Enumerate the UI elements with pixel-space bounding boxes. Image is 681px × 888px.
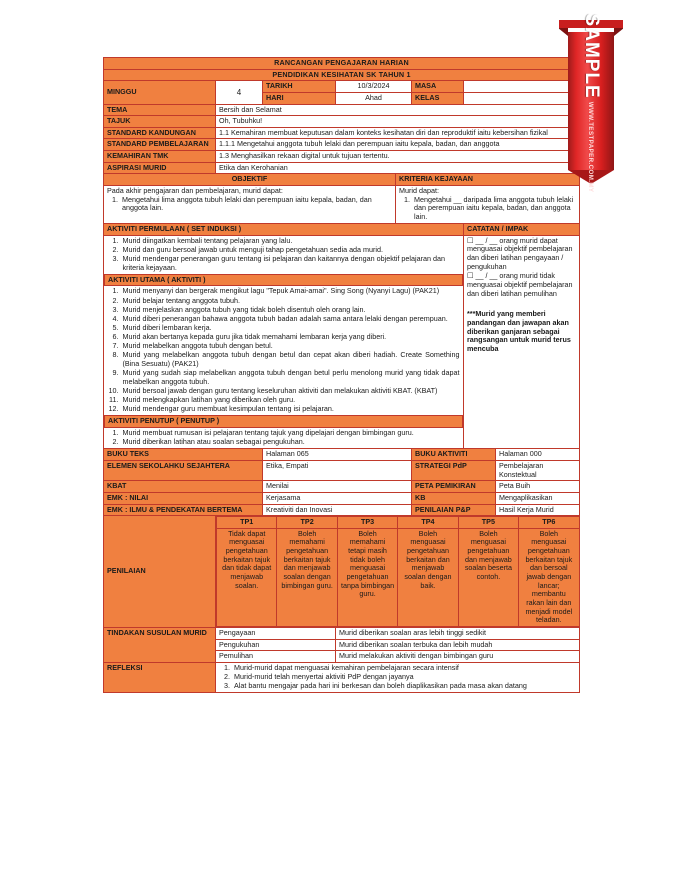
aktiviti-utama-heading-row: [105, 274, 463, 286]
hari-label: HARI: [263, 92, 336, 104]
list-item: 7. Murid melabelkan anggota tubuh dengan betul.: [121, 342, 460, 351]
kriteria-list: [399, 196, 576, 222]
row-elemen-sekolahku: [104, 460, 580, 480]
kbat-label: KBAT: [104, 481, 263, 493]
title-row-1: [104, 58, 580, 70]
title-row-2: [104, 69, 580, 81]
peta-pemikiran-label: PETA PEMIKIRAN: [412, 481, 496, 493]
list-item: 8. Murid yang melabelkan anggota tubuh dengan betul dan cepat akan diberi hadiah. Create Something (Bina Sesuatu) (PAK21): [121, 351, 460, 368]
list-item: 4. Murid diberi penerangan bahawa anggota tubuh badan adalah sama antara lelaki dengan perempuan.: [121, 315, 460, 324]
list-item: 2. Murid-murid telah menyertai aktiviti PdP dengan jayanya: [232, 673, 576, 682]
aktiviti-utama-list: [108, 287, 460, 413]
kemahiran-tmk-value[interactable]: 1.3 Menghasilkan rekaan digital untuk tujuan tertentu.: [216, 151, 580, 163]
catatan-block-2-text: __ / __ orang murid tidak menguasai objektif pembelajaran dan diberi latihan pemulihan: [467, 271, 573, 298]
list-item: 1. Mengetahui lima anggota tubuh lelaki dan perempuan iaitu kepala, badan, dan anggota lain.: [120, 196, 392, 213]
penutup-body-row: [105, 428, 463, 449]
tp1-desc: Tidak dapat menguasai pengetahuan berkaitan tajuk dan tidak dapat menjawab soalan.: [217, 528, 277, 626]
elemen-sekolahku-value[interactable]: Etika, Empati: [263, 460, 412, 480]
penilaian-levels-cell: [216, 516, 580, 628]
kbat-value[interactable]: Menilai: [263, 481, 412, 493]
tindakan-desc: Murid diberikan soalan terbuka dan lebih mudah: [336, 639, 580, 651]
emk-nilai-label: EMK : NILAI: [104, 492, 263, 504]
ribbon-text-group: [568, 13, 614, 193]
row-activities: [104, 235, 580, 449]
set-induksi-list: [108, 237, 460, 273]
tindakan-desc: Murid diberikan soalan aras lebih tinggi sedikit: [336, 627, 580, 639]
row-tema: [104, 104, 580, 116]
minggu-label: MINGGU: [104, 81, 216, 104]
emk-ilmu-label: EMK : ILMU & PENDEKATAN BERTEMA: [104, 504, 263, 516]
checkbox-icon[interactable]: ☐: [467, 235, 474, 245]
kriteria-kejayaan-cell: [396, 186, 580, 224]
masa-value[interactable]: [464, 81, 580, 93]
list-item: 3. Murid mendengar penerangan guru tentang isi pelajaran dan kaitannya dengan objektif pelajaran dan kriteria kejayaan.: [121, 255, 460, 272]
standard-pembelajaran-value[interactable]: 1.1.1 Mengetahui anggota tubuh lelaki dan perempuan iaitu kepala, badan, dan anggota: [216, 139, 580, 151]
row-emk-nilai: [104, 492, 580, 504]
tindakan-desc: Murid melakukan aktiviti dengan bimbingan guru: [336, 651, 580, 663]
list-item: 12. Murid mendengar guru membuat kesimpulan tentang isi pelajaran.: [121, 405, 460, 414]
aspirasi-murid-value[interactable]: Etika dan Kerohanian: [216, 162, 580, 174]
tindakan-name: Pemulihan: [216, 651, 336, 663]
row-tajuk: [104, 116, 580, 128]
activities-cell: [104, 235, 464, 449]
row-penilaian: [104, 516, 580, 628]
row-standard-pembelajaran: [104, 139, 580, 151]
kriteria-kejayaan-heading: KRITERIA KEJAYAAN: [396, 174, 580, 186]
tajuk-value[interactable]: Oh, Tubuhku!: [216, 116, 580, 128]
row-buku-teks: [104, 449, 580, 461]
masa-label: MASA: [412, 81, 464, 93]
catatan-impak-cell: [464, 235, 580, 449]
peta-pemikiran-value[interactable]: Peta Buih: [496, 481, 580, 493]
aktiviti-utama-cell: [105, 286, 463, 416]
aspirasi-murid-label: ASPIRASI MURID: [104, 162, 216, 174]
list-item: 1. Murid membuat rumusan isi pelajaran tentang tajuk yang dipelajari dengan bimbingan guru.: [121, 429, 460, 438]
list-item: 6. Murid akan bertanya kepada guru jika tidak memahami lembaran kerja yang diberi.: [121, 333, 460, 342]
kriteria-intro: Murid dapat:: [399, 186, 439, 196]
strategi-pdp-value[interactable]: Pembelajaran Konstektual: [496, 460, 580, 480]
tp4-code: TP4: [398, 517, 458, 529]
list-item: 2. Murid belajar tentang anggota tubuh.: [121, 297, 460, 306]
set-induksi-body-row: [105, 236, 463, 275]
tp5-code: TP5: [458, 517, 518, 529]
row-standard-kandungan: [104, 127, 580, 139]
kelas-value[interactable]: [464, 92, 580, 104]
penutup-cell: [105, 428, 463, 449]
objektif-heading: OBJEKTIF: [104, 174, 396, 186]
tema-label: TEMA: [104, 104, 216, 116]
watermark-url: WWW.TESTPAPER.COM.MY: [587, 101, 595, 193]
emk-ilmu-value[interactable]: Kreativiti dan Inovasi: [263, 504, 412, 516]
lesson-plan-table: [103, 57, 580, 693]
standard-pembelajaran-label: STANDARD PEMBELAJARAN: [104, 139, 216, 151]
row-kemahiran-tmk: [104, 151, 580, 163]
penilaian-label: PENILAIAN: [104, 516, 216, 628]
list-item: 1. Murid diingatkan kembali tentang pelajaran yang lalu.: [121, 237, 460, 246]
standard-kandungan-value[interactable]: 1.1 Kemahiran membuat keputusan dalam konteks kesihatan diri dan reproduktif iaitu kebersihan fizikal: [216, 127, 580, 139]
row-emk-ilmu: [104, 504, 580, 516]
row-refleksi: [104, 662, 580, 692]
list-item: 1. Mengetahui __ daripada lima anggota tubuh lelaki dan perempuan iaitu kepala, badan, dan anggota lain.: [412, 196, 576, 222]
penutup-heading-row: [105, 416, 463, 428]
row-set-induksi-heading: [104, 224, 580, 236]
objektif-intro: Pada akhir pengajaran dan pembelajaran, murid dapat:: [107, 186, 283, 196]
row-objektif-body: [104, 186, 580, 224]
objektif-cell: [104, 186, 396, 224]
tindakan-name: Pengukuhan: [216, 639, 336, 651]
hari-value[interactable]: Ahad: [336, 92, 412, 104]
tp-header-row: [217, 517, 580, 529]
tp6-code: TP6: [519, 517, 579, 529]
strategi-pdp-label: STRATEGI PdP: [412, 460, 496, 480]
list-item: 1. Murid menyanyi dan bergerak mengikut lagu "Tepuk Amai-amai". Sing Song (Nyanyi Lagu) (PAK21): [121, 287, 460, 296]
catatan-heading: CATATAN / IMPAK: [464, 224, 580, 236]
set-induksi-cell: [105, 236, 463, 275]
tajuk-label: TAJUK: [104, 116, 216, 128]
row-tindakan-1: [104, 627, 580, 639]
list-item: 3. Alat bantu mengajar pada hari ini berkesan dan boleh diaplikasikan pada masa akan datang: [232, 682, 576, 691]
buku-aktiviti-value[interactable]: Halaman 000: [496, 449, 580, 461]
aktiviti-utama-body-row: [105, 286, 463, 416]
tp-desc-row: [217, 528, 580, 626]
list-item: 2. Murid diberikan latihan atau soalan sebagai pengukuhan.: [121, 438, 460, 447]
penutup-heading: AKTIVITI PENUTUP ( PENUTUP ): [105, 416, 463, 428]
list-item: 11. Murid melengkapkan latihan yang diberikan oleh guru.: [121, 396, 460, 405]
buku-teks-value[interactable]: Halaman 065: [263, 449, 412, 461]
row-aspirasi-murid: [104, 162, 580, 174]
row-objektif-heading: [104, 174, 580, 186]
tindakan-name: Pengayaan: [216, 627, 336, 639]
elemen-sekolahku-label: ELEMEN SEKOLAHKU SEJAHTERA: [104, 460, 263, 480]
aktiviti-utama-heading: AKTIVITI UTAMA ( AKTIVITI ): [105, 274, 463, 286]
list-item: 3. Murid menjelaskan anggota tubuh yang tidak boleh disentuh oleh orang lain.: [121, 306, 460, 315]
checkbox-icon[interactable]: ☐: [467, 271, 474, 281]
kb-label: KB: [412, 492, 496, 504]
tp4-desc: Boleh menguasai pengetahuan berkaitan dan menjawab soalan dengan baik.: [398, 528, 458, 626]
list-item: 5. Murid diberi lembaran kerja.: [121, 324, 460, 333]
list-item: 1. Murid-murid dapat menguasai kemahiran pembelajaran secara intensif: [232, 664, 576, 673]
buku-aktiviti-label: BUKU AKTIVITI: [412, 449, 496, 461]
refleksi-cell: [216, 662, 580, 692]
tarikh-value[interactable]: 10/3/2024: [336, 81, 412, 93]
buku-teks-label: BUKU TEKS: [104, 449, 263, 461]
tp6-desc: Boleh menguasai pengetahuan berkaitan tajuk dan bersoal jawab dengan lancar; membantu rakan lain dan menjadi model teladan.: [519, 528, 579, 626]
catatan-block-1-text: __ / __ orang murid dapat menguasai objektif pembelajaran dan diberi latihan pengayaan / pengukuhan: [467, 235, 573, 271]
list-item: 10. Murid bersoal jawab dengan guru tentang keseluruhan aktiviti dan melakukan aktiviti KBAT. (KBAT): [121, 387, 460, 396]
list-item: 9. Murid yang sudah siap melabelkan anggota tubuh dengan betul perlu menolong murid yang tidak dapat melabelkan anggota tubuh.: [121, 369, 460, 386]
tp2-code: TP2: [277, 517, 337, 529]
catatan-block-2: [467, 272, 576, 298]
refleksi-label: REFLEKSI: [104, 662, 216, 692]
tp2-desc: Boleh memahami pengetahuan berkaitan tajuk dan menjawab soalan dengan bimbingan guru.: [277, 528, 337, 626]
tindakan-susulan-label: TINDAKAN SUSULAN MURID: [104, 627, 216, 662]
row-kbat: [104, 481, 580, 493]
catatan-block-3: ***Murid yang memberi pandangan dan jawapan akan diberikan ganjaran sebagai rangsangan untuk murid terus mencuba: [467, 309, 571, 353]
kelas-label: KELAS: [412, 92, 464, 104]
tp1-code: TP1: [217, 517, 277, 529]
sample-watermark-ribbon: [568, 13, 614, 193]
penutup-list: [108, 429, 460, 447]
kemahiran-tmk-label: KEMAHIRAN TMK: [104, 151, 216, 163]
refleksi-list: [219, 664, 576, 691]
document-title-line2: PENDIDIKAN KESIHATAN SK TAHUN 1: [104, 69, 580, 81]
objektif-list: [107, 196, 392, 213]
sample-label: SAMPLE: [581, 13, 602, 99]
tema-value[interactable]: Bersih dan Selamat: [216, 104, 580, 116]
penilaian-pdp-label: PENILAIAN P&P: [412, 504, 496, 516]
emk-nilai-value[interactable]: Kerjasama: [263, 492, 412, 504]
catatan-block-1: [467, 237, 576, 272]
header-row-tarikh: [104, 81, 580, 93]
kb-value[interactable]: Mengaplikasikan: [496, 492, 580, 504]
set-induksi-heading: AKTIVITI PERMULAAN ( SET INDUKSI ): [104, 224, 464, 236]
tp5-desc: Boleh menguasai pengetahuan dan menjawab soalan beserta contoh.: [458, 528, 518, 626]
document-title-line1: RANCANGAN PENGAJARAN HARIAN: [104, 58, 580, 70]
tarikh-label: TARIKH: [263, 81, 336, 93]
list-item: 2. Murid dan guru bersoal jawab untuk menguji tahap pengetahuan sedia ada murid.: [121, 246, 460, 255]
standard-kandungan-label: STANDARD KANDUNGAN: [104, 127, 216, 139]
tp3-desc: Boleh memahami tetapi masih tidak boleh menguasai pengetahuan tanpa bimbingan guru.: [337, 528, 397, 626]
tp3-code: TP3: [337, 517, 397, 529]
minggu-value[interactable]: 4: [216, 81, 263, 104]
penilaian-pdp-value[interactable]: Hasil Kerja Murid: [496, 504, 580, 516]
